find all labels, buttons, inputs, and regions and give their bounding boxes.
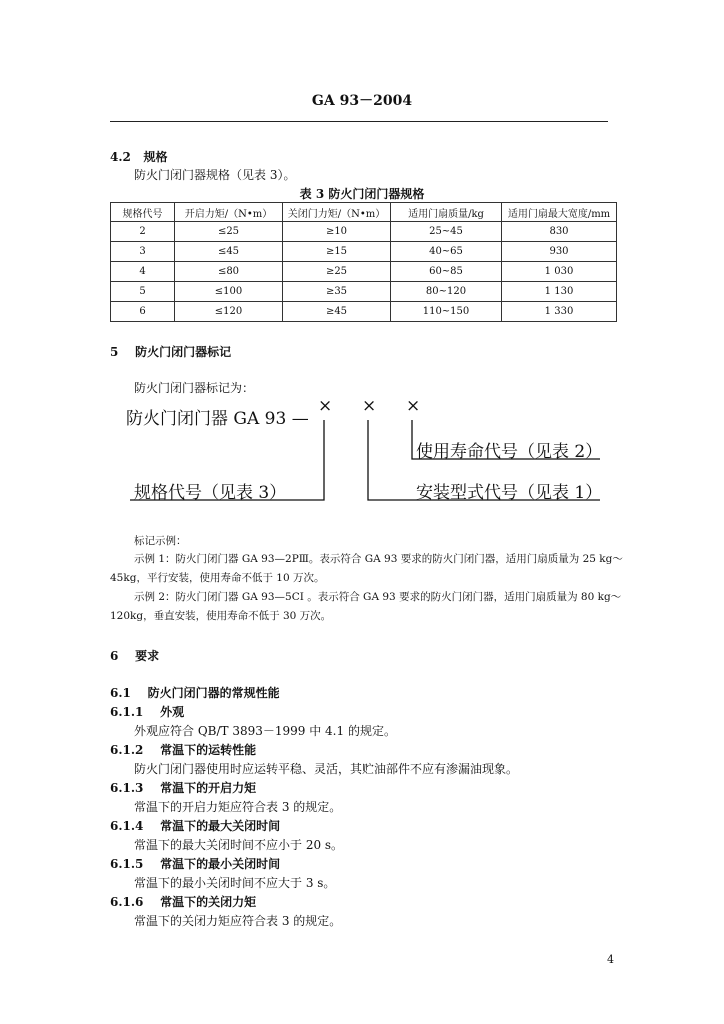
subsection-heading xyxy=(110,817,280,834)
subsection-number: 6.1.2 xyxy=(110,743,144,757)
subsection-number: 6.1.4 xyxy=(110,819,144,833)
table-cell: 110~150 xyxy=(391,302,502,322)
section-title: 防火门闭门器的常规性能 xyxy=(147,686,280,700)
column-header: 开启力矩/（N•m） xyxy=(175,203,283,222)
table-cell: ≥45 xyxy=(283,302,391,322)
section-number: 5 xyxy=(110,345,119,359)
section-number: 6 xyxy=(110,649,119,663)
subsection-title: 常温下的关闭力矩 xyxy=(160,895,257,909)
table-cell: 6 xyxy=(111,302,175,322)
marking-x-life: × xyxy=(406,396,421,416)
table-cell: 2 xyxy=(111,222,175,242)
table-cell: 5 xyxy=(111,282,175,302)
subsection-number: 6.1.1 xyxy=(110,705,144,719)
table-cell: 25~45 xyxy=(391,222,502,242)
column-header: 适用门扇质量/kg xyxy=(391,203,502,222)
subsection-title: 外观 xyxy=(160,705,185,719)
section-4-2-body: 防火门闭门器规格（见表 3）。 xyxy=(134,168,296,182)
table-cell: ≥25 xyxy=(283,262,391,282)
example-2-line-1: 示例 2：防火门闭门器 GA 93—5CⅠ 。表示符合 GA 93 要求的防火门闭门器，适用门扇质量为 80 kg～ xyxy=(134,591,622,603)
table-cell: 40~65 xyxy=(391,242,502,262)
subsection-body: 常温下的开启力矩应符合表 3 的规定。 xyxy=(134,800,342,814)
table-cell: ≥10 xyxy=(283,222,391,242)
marking-x-spec: × xyxy=(318,396,333,416)
subsection-title: 常温下的最小关闭时间 xyxy=(160,857,281,871)
section-number: 4.2 xyxy=(110,150,131,164)
subsection-body: 防火门闭门器使用时应运转平稳、灵活，其贮油部件不应有渗漏油现象。 xyxy=(134,762,519,776)
column-header: 适用门扇最大宽度/mm xyxy=(502,203,617,222)
marking-x-install: × xyxy=(362,396,377,416)
table-cell: ≤100 xyxy=(175,282,283,302)
subsection-body: 常温下的关闭力矩应符合表 3 的规定。 xyxy=(134,914,342,928)
subsection-number: 6.1.6 xyxy=(110,895,144,909)
label-install-code: 安装型式代号（见表 1） xyxy=(416,483,603,503)
subsection-body: 常温下的最小关闭时间不应大于 3 s。 xyxy=(134,876,336,890)
example-1-line-2: 45kg，平行安装，使用寿命不低于 10 万次。 xyxy=(110,572,325,584)
example-1-line-1: 示例 1：防火门闭门器 GA 93—2PⅢ。表示符合 GA 93 要求的防火门闭门器，适用门扇质量为 25 kg～ xyxy=(134,553,623,565)
marking-intro: 防火门闭门器标记为： xyxy=(134,381,255,395)
table-cell: 1 330 xyxy=(502,302,617,322)
table-cell: ≤25 xyxy=(175,222,283,242)
table-cell: ≥15 xyxy=(283,242,391,262)
subsection-heading xyxy=(110,893,256,910)
subsection-title: 常温下的运转性能 xyxy=(160,743,257,757)
subsection-heading xyxy=(110,741,256,758)
standard-code-header: GA 93－2004 xyxy=(311,93,413,109)
subsection-heading xyxy=(110,779,256,796)
section-number: 6.1 xyxy=(110,686,131,700)
table-cell: 3 xyxy=(111,242,175,262)
subsection-body: 常温下的最大关闭时间不应小于 20 s。 xyxy=(134,838,344,852)
table-cell: 830 xyxy=(502,222,617,242)
table-cell: ≤80 xyxy=(175,262,283,282)
table-cell: ≤45 xyxy=(175,242,283,262)
section-6-1-heading xyxy=(110,684,280,701)
label-spec-code: 规格代号（见表 3） xyxy=(134,483,287,503)
subsection-body: 外观应符合 QB/T 3893－1999 中 4.1 的规定。 xyxy=(134,724,396,738)
example-2-line-2: 120kg，垂直安装，使用寿命不低于 30 万次。 xyxy=(110,610,332,622)
table-cell: 80~120 xyxy=(391,282,502,302)
subsection-heading xyxy=(110,855,280,872)
table-caption: 表 3 防火门闭门器规格 xyxy=(299,187,425,201)
section-6-heading xyxy=(110,647,159,664)
table-cell: ≥35 xyxy=(283,282,391,302)
column-header: 关闭门力矩/（N•m） xyxy=(283,203,391,222)
example-title: 标记示例： xyxy=(134,535,187,547)
table-cell: 60~85 xyxy=(391,262,502,282)
marking-prefix: 防火门闭门器 GA 93 — xyxy=(126,409,309,429)
section-title: 要求 xyxy=(135,649,160,663)
subsection-title: 常温下的开启力矩 xyxy=(160,781,257,795)
label-life-code: 使用寿命代号（见表 2） xyxy=(416,442,603,462)
page-number: 4 xyxy=(607,953,614,966)
section-title: 防火门闭门器标记 xyxy=(135,345,232,359)
table-cell: 4 xyxy=(111,262,175,282)
subsection-title: 常温下的最大关闭时间 xyxy=(160,819,281,833)
table-cell: 930 xyxy=(502,242,617,262)
subsection-heading xyxy=(110,703,184,720)
table-cell: ≤120 xyxy=(175,302,283,322)
section-title: 规格 xyxy=(143,150,168,164)
subsection-number: 6.1.3 xyxy=(110,781,144,795)
subsection-number: 6.1.5 xyxy=(110,857,144,871)
table-cell: 1 130 xyxy=(502,282,617,302)
column-header: 规格代号 xyxy=(111,203,175,222)
table-cell: 1 030 xyxy=(502,262,617,282)
